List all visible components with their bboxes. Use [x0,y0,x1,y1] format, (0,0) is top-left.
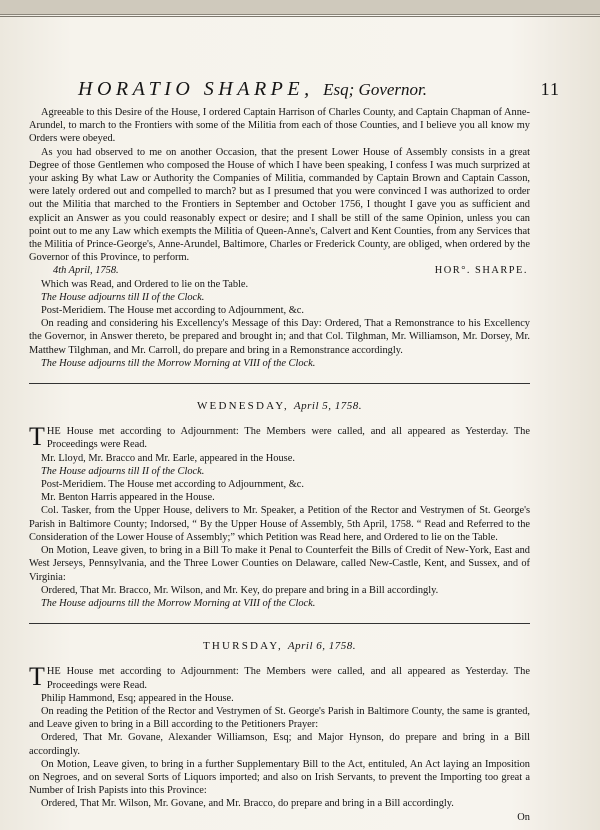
document-body [29,106,530,824]
paragraph: The House adjourns till II of the Clock. [41,465,205,477]
paragraph: Agreeable to this Desire of the House, I ordered Captain Harrison of Charles County, and Captain Chapman of Anne-Arundel, to march to the Frontiers with some of the Militia from each of those Counties, and I believe you all know my Orders were obeyed. [29,107,530,145]
day-heading: THURSDAY, April 6, 1758. [202,640,357,653]
paragraph: Philip Hammond, Esq; appeared in the House. [41,692,234,704]
paragraph: As you had observed to me on another Occasion, that the present Lower House of Assembly consists in a great Degree of those Gentlemen who composed the House of which I have been speaking, I confess I was much surprized at your asking By what Law or Authority the Companies of Militia, commanded by Captain Brown and Captain Casson, were lately ordered out and compelled to march? but as I presumed that you were convinced I was authorized to order out the Militia that marched to the Frontiers in September and October 1756, I thought I gave you as sufficient and explicit an Answer as you could reasonably expect or desire; and I shall be still of the same Opinion, unless you can point out to me any Law which exempts the Militia of Queen-Anne's, Calvert and Kent Counties, from any Services that the Militia of Prince-George's, Anne-Arundel, Baltimore, Charles or Frederick County, are obliged, when ordered by the Governor of this Province, to perform. [29,146,530,264]
paragraph: On reading and considering his Excellency's Message of this Day: Ordered, That a Remonstrance to his Excellency the Governor, in Answer thereto, be prepared and brought in; and that Col. Tilghman, Mr. Williamson, Mr. Dorsey, Mr. Matthew Tilghman, and Mr. Carroll, do prepare and bring in a Remonstrance accordingly. [29,318,530,356]
paragraph: Ordered, That Mr. Govane, Alexander Williamson, Esq; and Major Hynson, do prepare and bring in a Bill accordingly. [29,732,530,757]
paragraph: Ordered, That Mr. Bracco, Mr. Wilson, and Mr. Key, do prepare and bring in a Bill accordingly. [41,584,439,596]
paragraph: Mr. Benton Harris appeared in the House. [41,492,215,504]
paragraph: Which was Read, and Ordered to lie on the Table. [41,278,249,290]
day-heading: WEDNESDAY, April 5, 1758. [196,400,363,413]
running-title: HORATIO SHARPE, Esq; Governor. [78,78,428,100]
drop-cap: T [29,422,45,452]
paragraph: On Motion, Leave given, to bring in a Bill To make it Penal to Counterfeit the Bills of Credit of New-York, East and West Jerseys, Pennsylvania, and the Three Lower Counties on Delaware, called New-Castle, Kent, and Sussex, and of Virginia: [29,545,530,583]
paragraph: The House adjourns till II of the Clock. [41,291,205,303]
dateline-signature [29,264,530,277]
section-rule [29,383,530,384]
running-header [78,78,560,101]
scan-top-rule [0,16,600,17]
paragraph: The House adjourns till the Morrow Morning at VIII of the Clock. [41,597,316,609]
paragraph: Ordered, That Mr. Wilson, Mr. Govane, and Mr. Bracco, do prepare and bring in a Bill accordingly. [41,798,454,810]
paragraph: The House adjourns till the Morrow Morning at VIII of the Clock. [41,357,316,369]
paragraph: THE House met according to Adjournment: The Members were called, and all appeared as Yesterday. The Proceedings were Read. [29,422,530,452]
paragraph: Mr. Lloyd, Mr. Bracco and Mr. Earle, appeared in the House. [41,452,295,464]
paragraph: Post-Meridiem. The House met according to Adjournment, &c. [41,479,304,491]
signature: HOR°. SHARPE. [434,265,528,277]
paragraph: On reading the Petition of the Rector and Vestrymen of St. George's Parish in Baltimore County, the same is granted, and Leave given to bring in a Bill according to the Petitioners Prayer: [29,705,530,731]
paragraph: THE House met according to Adjournment: The Members were called, and all appeared as Yesterday. The Proceedings were Read. [29,662,530,692]
paragraph: Post-Meridiem. The House met according to Adjournment, &c. [41,305,304,317]
message-date: 4th April, 1758. [53,265,119,277]
drop-cap: T [29,662,45,692]
paragraph: On Motion, Leave given, to bring in a further Supplementary Bill to the Act, entituled, An Act laying an Imposition on Negroes, and on several Sorts of Liquors imported; and also on Irish Servants, to prevent the Importing too great a Number of Irish Papists into this Province: [29,758,530,797]
catchword: On [517,811,530,823]
paragraph: Col. Tasker, from the Upper House, delivers to Mr. Speaker, a Petition of the Rector and Vestrymen of St. George's Parish in Baltimore County; Indorsed, “ By the Upper House of Assembly, 5th April, 1758. “ Read and Referred to the Consideration of the Lower House of Assembly;” which Petition was Read here, and Ordered to lie on the Table. [29,505,530,543]
page-number: 11 [540,79,560,99]
scan-top-border [0,0,600,15]
section-rule [29,623,530,624]
